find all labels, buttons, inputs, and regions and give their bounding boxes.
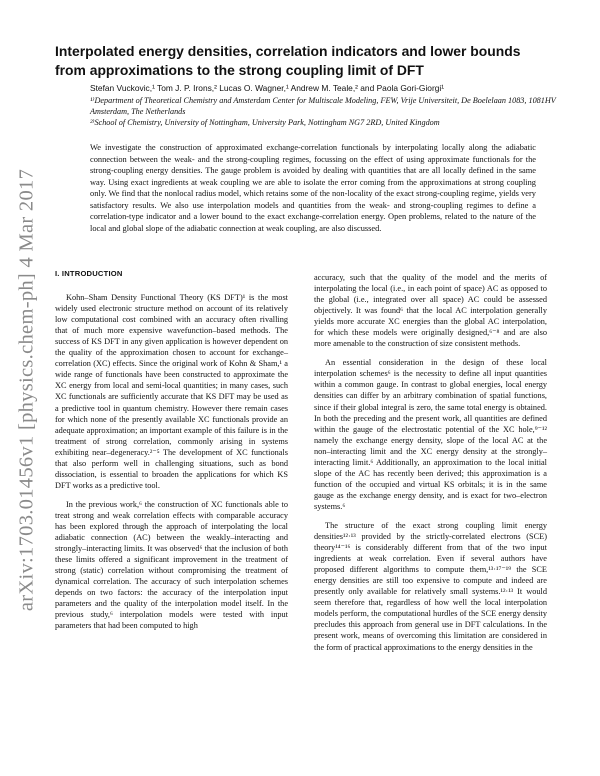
paragraph: Kohn–Sham Density Functional Theory (KS DFT)¹ is the most widely used electronic structure method on account of its relatively low computational cost combined with an accuracy often rivalling that of much more expensive wavefunction–based methods. The success of KS DFT in any given application is however dependent on the quality of the approximation chosen to account for exchange–correlation (XC) effects. Since the original work of Kohn & Sham,¹ a wide range of functionals have been constructed to approximate the XC energy from local and semi-local quantities; in many cases, such XC functionals are sufficiently accurate that KS DFT may be used as a predictive tool in quantum chemistry. However there remain cases for which none of the presently available XC functionals provide an adequate approximation; an important example of this failure is in the treatment of strong correlation, commonly arising in systems exhibiting near–degeneracy.²⁻⁵ The development of XC functionals that also perform well in challenging situations, such as bond dissociation, is essential to broaden the applications for which KS DFT works as a predictive tool. (55, 293, 288, 490)
abstract: We investigate the construction of approximated exchange-correlation functionals by interpolating locally along the adiabatic connection between the weak- and the strong-coupling regimes, focussing on the effect of using approximate functionals for the strong-coupling energy densities. The gauge problem is avoided by dealing with quantities that are all locally defined in the same way. Using exact ingredients at weak coupling we are able to isolate the error coming from the approximations at strong coupling only. We find that the nonlocal radius model, which retains some of the non-locality of the exact strong-coupling regime, yields very satisfactory results. We also use interpolation models and quantities from the weak- and strong-coupling regimes to define a correlation-type indicator and a lower bound to the exact exchange-correlation energy. Open problems, related to the nature of the local and global slope of the adiabatic connection at weak coupling, are also discussed. (90, 143, 536, 233)
paper-title: Interpolated energy densities, correlation indicators and lower bounds from approximations to the strong coupling limit of DFT (55, 43, 521, 78)
author-list: Stefan Vuckovic,¹ Tom J. P. Irons,² Lucas O. Wagner,¹ Andrew M. Teale,² and Paola Gori-Giorgi¹ (90, 83, 445, 93)
section-heading: I. INTRODUCTION (55, 269, 123, 278)
arxiv-identifier[interactable]: arXiv:1703.01456v1 [physics.chem-ph] 4 Mar 2017 (15, 168, 38, 612)
affiliations (90, 95, 560, 129)
paragraph: The structure of the exact strong coupling limit energy densities¹²·¹³ provided by the strictly-correlated electrons (SCE) theory¹⁴⁻¹⁶ is considerably different from that of the two input ingredients at weak correlation. Even if several authors have proposed different algorithms to compute them,¹³·¹⁷⁻¹⁹ the SCE energy densities are still too expensive to compute and indeed are presently only available for relatively small systems.¹²·¹³ It would seem therefore that, regardless of how well the local interpolation models perform, the computational hurdles of the SCE energy density precludes this approach from general use in DFT calculations. In the present work, means of overcoming this limitation are considered in the form of practical approximations to the energy densities in the (314, 520, 547, 652)
left-column (55, 268, 288, 631)
paragraph: In the previous work,⁶ the construction of XC functionals able to treat strong and weak correlation effects with comparable accuracy has been explored through the approach of interpolating the local adiabatic connection (AC) between the weakly–interacting and strongly–interacting limits. It was observed⁶ that the inclusion of both these limits offered a significant improvement in the treatment of strong (static) correlation without compromising the treatment of dynamical correlation. The accuracy of such interpolation schemes depends on two factors: the accuracy of the interpolation input parameters and the quality of the interpolation model itself. In the previous study,⁶ interpolation models were tested with input parameters that had been computed to high (55, 499, 288, 631)
paragraph: accuracy, such that the quality of the model and the merits of interpolating the local (i.e., in each point of space) AC as opposed to the global (i.e., integrated over all space) AC could be assessed objectively. It was found⁶ that the local AC interpolation generally yields more accurate XC energies than the global AC interpolation, for which these models were originally designed,⁶⁻⁸ and are also more amenable to the construction of size consistent methods. (314, 273, 547, 349)
arxiv-stamp (4, 40, 50, 740)
paragraph: An essential consideration in the design of these local interpolation schemes⁶ is the necessity to define all input quantities within a common gauge. In contrast to global energies, local energy densities can differ by an arbitrary combination of spatial functions, since if their global integral is zero, the same total energy is obtained. In both the preceding and the present work, all quantities are defined within the gauge of the electrostatic potential of the XC hole,⁹⁻¹² namely the exchange energy density, slope of the local AC at the non–interacting limit and the XC energy density at the strongly–interacting limit.⁶ Additionally, an approximation to the local initial slope of the AC has recently been derived; this approximation is a function of the occupied and virtual KS orbitals; it is in the same gauge as the exchange energy density, and is exact for two–electron systems.⁶ (314, 358, 547, 511)
right-column (314, 272, 547, 653)
affiliation-2: ²⁾School of Chemistry, University of Nottingham, University Park, Nottingham NG7 2RD, United Kingdom (90, 118, 440, 128)
affiliation-1: ¹⁾Department of Theoretical Chemistry and Amsterdam Center for Multiscale Modeling, FEW, Vrije Universiteit, De Boelelaan 1083, 1081HV Amsterdam, The Netherlands (90, 96, 556, 117)
